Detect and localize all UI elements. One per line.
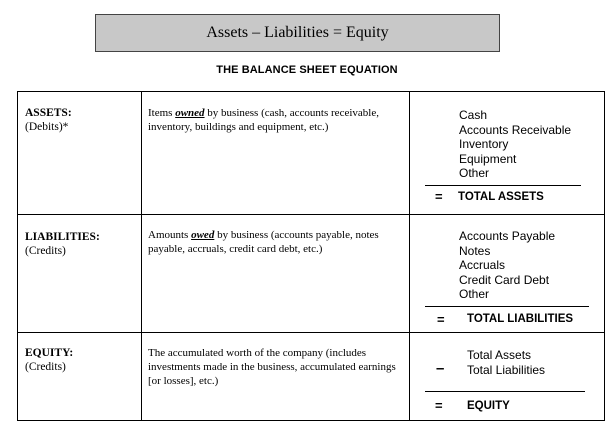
liabilities-label: LIABILITIES: [25, 231, 100, 243]
equity-item-list [467, 348, 545, 377]
equals-sign: = [435, 398, 443, 413]
list-item: Accruals [459, 258, 506, 272]
equity-sublabel: (Credits) [25, 361, 66, 373]
list-item: Inventory [459, 137, 509, 151]
sum-rule [425, 185, 581, 186]
liabilities-description: Amounts owed by business (accounts payable, notes payable, accruals, credit card debt, etc.) [148, 229, 379, 255]
sum-rule [425, 391, 585, 392]
list-item: Credit Card Debt [459, 272, 550, 287]
list-item: Total Assets [467, 348, 532, 362]
row-divider [18, 332, 604, 333]
row-divider [18, 214, 604, 215]
column-divider [141, 92, 142, 420]
emphasis-owed: owed [191, 229, 215, 241]
total-assets: TOTAL ASSETS [458, 191, 544, 203]
equals-sign: = [437, 312, 445, 327]
balance-sheet-table [17, 91, 605, 421]
minus-sign: – [436, 360, 445, 377]
equals-sign: = [435, 189, 443, 204]
sum-rule [425, 306, 589, 307]
list-item: Equipment [459, 151, 517, 166]
list-item: Other [459, 166, 490, 180]
list-item: Total Liabilities [467, 362, 546, 377]
assets-item-list [459, 108, 571, 181]
emphasis-owned: owned [175, 107, 205, 119]
liabilities-item-list [459, 229, 555, 302]
total-liabilities: TOTAL LIABILITIES [467, 313, 574, 325]
page-subtitle: THE BALANCE SHEET EQUATION [216, 64, 398, 76]
equity-label-cell [25, 346, 73, 374]
assets-description: Items owned by business (cash, accounts receivable, inventory, buildings and equipment, etc.) [148, 107, 379, 133]
total-equity: EQUITY [467, 400, 510, 412]
column-divider [409, 92, 410, 420]
assets-label-cell [25, 106, 72, 134]
assets-sublabel: (Debits)* [25, 121, 69, 133]
equation-title-box [95, 14, 500, 52]
liabilities-label-cell [25, 230, 100, 258]
assets-label: ASSETS: [25, 107, 72, 119]
equation-title: Assets – Liabilities = Equity [206, 24, 389, 41]
list-item: Cash [459, 108, 488, 122]
equity-label: EQUITY: [25, 347, 74, 359]
list-item: Other [459, 287, 490, 301]
liabilities-sublabel: (Credits) [25, 245, 66, 257]
list-item: Accounts Payable [459, 229, 556, 243]
equity-description: The accumulated worth of the company (includes investments made in the business, accumulated earnings [or losses], etc.) [148, 347, 396, 387]
list-item: Accounts Receivable [459, 122, 572, 137]
list-item: Notes [459, 243, 491, 258]
